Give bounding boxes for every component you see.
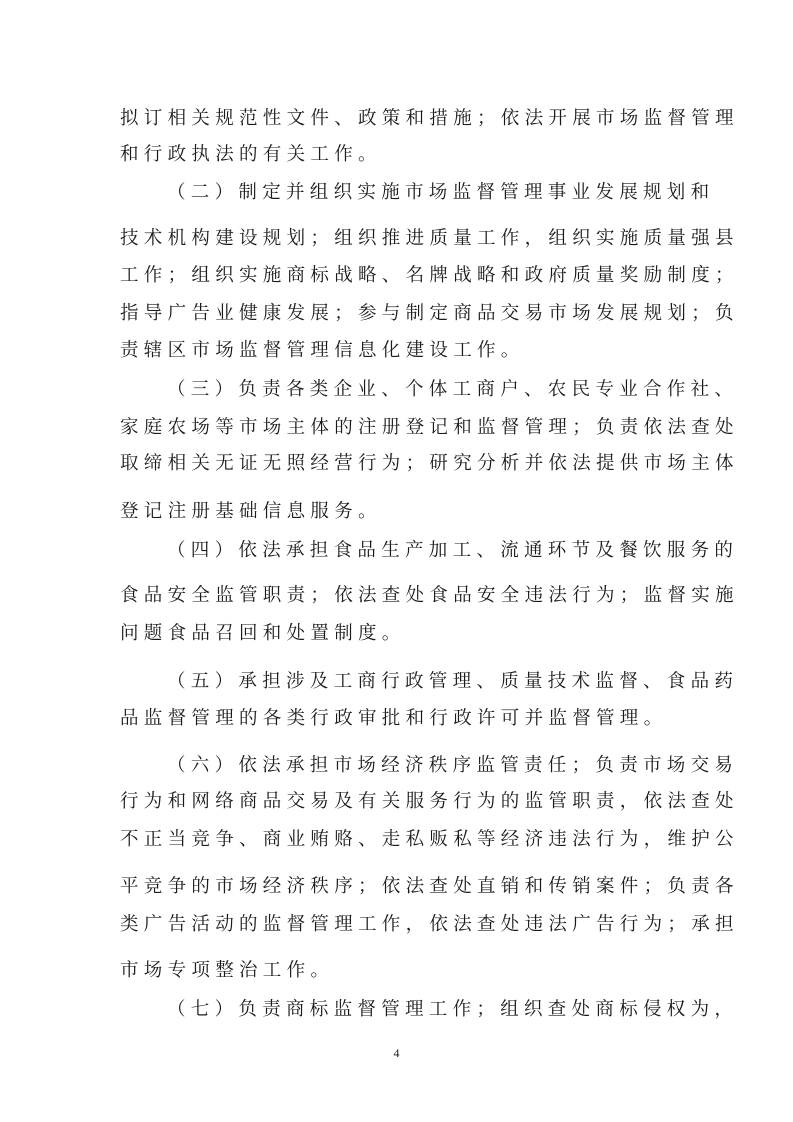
text-line: 品监督管理的各类行政审批和行政许可并监督管理。: [120, 708, 668, 729]
section-3-heading-line: （三）负责各类企业、个体工商户、农民专业合作社、: [167, 379, 739, 400]
text-line: 取缔相关无证无照经营行为；研究分析并依法提供市场主体: [120, 453, 739, 474]
section-4-heading-line: （四）依法承担食品生产加工、流通环节及餐饮服务的: [167, 540, 739, 561]
text-line: 市场专项整治工作。: [120, 960, 335, 981]
text-line: 问题食品召回和处置制度。: [120, 623, 406, 644]
text-line: 工作；组织实施商标战略、名牌战略和政府质量奖励制度；: [120, 265, 739, 286]
section-6-heading-line: （六）依法承担市场经济秩序监管责任；负责市场交易: [167, 755, 739, 776]
text-line: 平竞争的市场经济秩序；依法查处直销和传销案件；负责各: [120, 876, 739, 897]
section-2-heading-line: （二）制定并组织实施市场监督管理事业发展规划和: [167, 182, 715, 203]
text-line: 指导广告业健康发展；参与制定商品交易市场发展规划；负: [120, 303, 739, 324]
text-line: 食品安全监管职责；依法查处食品安全违法行为；监督实施: [120, 585, 739, 606]
text-line: 不正当竞争、商业贿赂、走私贩私等经济违法行为，维护公: [120, 829, 739, 850]
text-line: 家庭农场等市场主体的注册登记和监督管理；负责依法查处: [120, 417, 739, 438]
text-line: 技术机构建设规划；组织推进质量工作，组织实施质量强县: [120, 228, 739, 249]
text-line: 拟订相关规范性文件、政策和措施；依法开展市场监督管理: [120, 108, 739, 129]
section-7-heading-line: （七）负责商标监督管理工作；组织查处商标侵权为，: [167, 999, 739, 1020]
text-line: 登记注册基础信息服务。: [120, 501, 382, 522]
text-line: 类广告活动的监督管理工作，依法查处违法广告行为；承担: [120, 914, 739, 935]
page-number: 4: [393, 1046, 400, 1060]
text-line: 责辖区市场监督管理信息化建设工作。: [120, 340, 525, 361]
text-line: 行为和网络商品交易及有关服务行为的监管职责，依法查处: [120, 791, 739, 812]
text-line: 和行政执法的有关工作。: [120, 144, 382, 165]
section-5-heading-line: （五）承担涉及工商行政管理、质量技术监督、食品药: [167, 671, 739, 692]
